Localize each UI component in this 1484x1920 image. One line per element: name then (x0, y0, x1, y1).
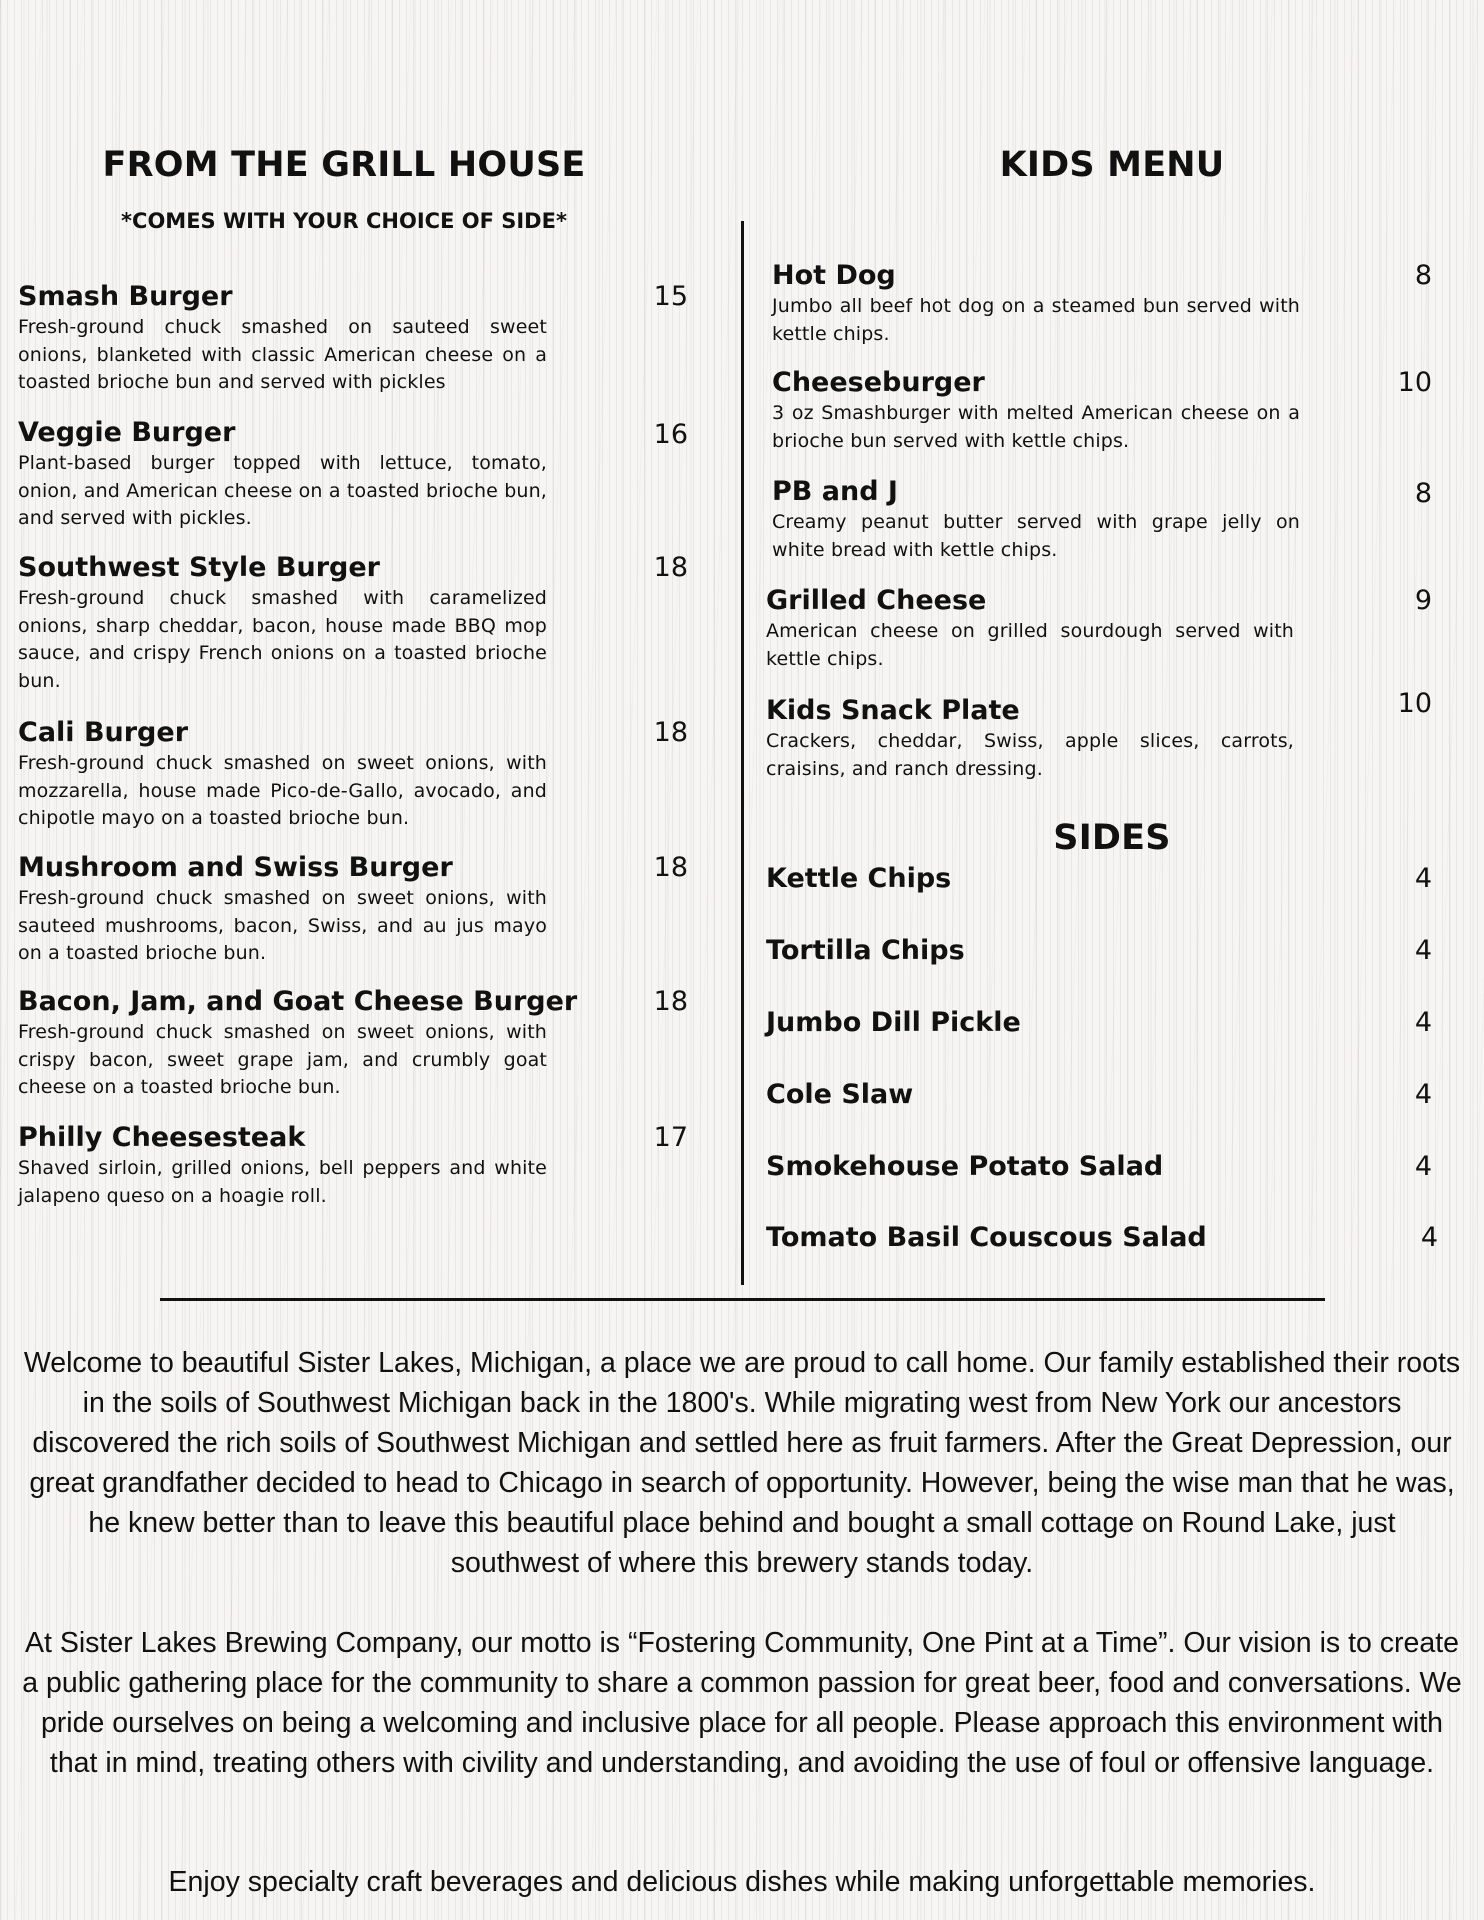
side-item-name: Cole Slaw (766, 1079, 914, 1110)
item-name: Hot Dog (772, 260, 896, 291)
item-description: American cheese on grilled sourdough served with kettle chips. (766, 620, 1294, 670)
item-name: Bacon, Jam, and Goat Cheese Burger (18, 986, 578, 1017)
item-name: Veggie Burger (18, 417, 236, 448)
item-name: PB and J (772, 476, 898, 507)
item-description: Shaved sirloin, grilled onions, bell peppers and white jalapeno queso on a hoagie roll. (18, 1157, 547, 1207)
side-item-name: Smokehouse Potato Salad (766, 1151, 1164, 1182)
item-description: Jumbo all beef hot dog on a steamed bun served with kettle chips. (772, 295, 1300, 345)
item-name: Cheeseburger (772, 367, 985, 398)
about-paragraph-history: Welcome to beautiful Sister Lakes, Michigan, a place we are proud to call home. Our family established their roots in the soils of Southwest Michigan back in the 1800's. While migrating west from New York our ancestors discovered the rich soils of Southwest Michigan and settled here as fruit farmers. After the Great Depression, our great grandfather decided to head to Chicago in search of opportunity. However, being the wise man that he was, he knew better than to leave this beautiful place behind and bought a small cottage on Round Lake, just southwest of where this brewery stands today. (23, 1347, 1461, 1579)
side-item-name: Kettle Chips (766, 863, 952, 894)
item-price: 8 (1414, 260, 1432, 291)
side-item-price: 4 (1420, 1222, 1438, 1253)
item-price: 17 (653, 1122, 688, 1153)
menu-item-cali-burger (18, 716, 547, 833)
column-divider (741, 221, 744, 1285)
item-description: Crackers, cheddar, Swiss, apple slices, carrots, craisins, and ranch dressing. (766, 730, 1294, 780)
about-paragraph-closing: Enjoy specialty craft beverages and delicious dishes while making unforgettable memories. (168, 1866, 1316, 1898)
side-item-price: 4 (1414, 863, 1432, 894)
item-price: 10 (1397, 688, 1432, 719)
item-price: 18 (653, 552, 688, 583)
item-price: 10 (1397, 367, 1432, 398)
side-item-name: Jumbo Dill Pickle (766, 1007, 1021, 1038)
item-description: Fresh-ground chuck smashed on sauteed sweet onions, blanketed with classic American cheese on a toasted brioche bun and served with pickles (18, 316, 547, 393)
item-name: Mushroom and Swiss Burger (18, 852, 453, 883)
menu-item-mushroom-swiss-burger (18, 851, 547, 968)
kids-item-snack-plate (766, 694, 1294, 783)
side-item-price: 4 (1414, 935, 1432, 966)
item-description: Creamy peanut butter served with grape jelly on white bread with kettle chips. (772, 511, 1300, 561)
grill-section-subtitle: *COMES WITH YOUR CHOICE OF SIDE* (121, 209, 567, 233)
side-item-name: Tortilla Chips (766, 935, 965, 966)
about-paragraph-mission: At Sister Lakes Brewing Company, our motto is “Fostering Community, One Pint at a Time”. Our vision is to create a public gathering place for the community to share a common passion for great beer, food and conversations. We pride ourselves on being a welcoming and inclusive place for all people. Please approach this environment with that in mind, treating others with civility and understanding, and avoiding the use of foul or offensive language. (22, 1627, 1462, 1779)
item-description: Fresh-ground chuck smashed on sweet onions, with sauteed mushrooms, bacon, Swiss, and au jus mayo on a toasted brioche bun. (18, 887, 547, 964)
item-price: 18 (653, 852, 688, 883)
item-description: Plant-based burger topped with lettuce, tomato, onion, and American cheese on a toasted brioche bun, and served with pickles. (18, 452, 547, 529)
menu-item-smash-burger (18, 280, 547, 397)
item-price: 18 (653, 717, 688, 748)
item-description: 3 oz Smashburger with melted American cheese on a brioche bun served with kettle chips. (772, 402, 1300, 452)
item-description: Fresh-ground chuck smashed on sweet onions, with crispy bacon, sweet grape jam, and crumbly goat cheese on a toasted brioche bun. (18, 1021, 547, 1098)
kids-section-title: KIDS MENU (999, 145, 1225, 185)
item-name: Philly Cheesesteak (18, 1122, 306, 1153)
item-name: Smash Burger (18, 281, 233, 312)
kids-item-grilled-cheese (766, 584, 1294, 673)
side-item-price: 4 (1414, 1007, 1432, 1038)
menu-item-veggie-burger (18, 416, 547, 533)
item-name: Cali Burger (18, 717, 189, 748)
item-name: Kids Snack Plate (766, 695, 1020, 726)
item-description: Fresh-ground chuck smashed on sweet onions, with mozzarella, house made Pico-de-Gallo, avocado, and chipotle mayo on a toasted brioche bun. (18, 752, 547, 829)
item-description: Fresh-ground chuck smashed with caramelized onions, sharp cheddar, bacon, house made BBQ mop sauce, and crispy French onions on a toasted brioche bun. (18, 587, 547, 692)
sides-section-title: SIDES (1053, 818, 1171, 858)
menu-item-southwest-style-burger (18, 551, 547, 695)
menu-item-philly-cheesesteak (18, 1121, 547, 1210)
side-item-price: 4 (1414, 1151, 1432, 1182)
item-name: Grilled Cheese (766, 585, 987, 616)
item-price: 8 (1414, 478, 1432, 509)
item-price: 15 (653, 281, 688, 312)
item-price: 18 (653, 986, 688, 1017)
side-item-price: 4 (1414, 1079, 1432, 1110)
grill-section-title: FROM THE GRILL HOUSE (102, 145, 586, 185)
kids-item-hot-dog (772, 259, 1300, 348)
menu-item-bacon-jam-goat-cheese-burger (18, 985, 578, 1102)
item-price: 16 (653, 419, 688, 450)
kids-item-cheeseburger (772, 366, 1300, 455)
section-divider (160, 1298, 1325, 1301)
item-price: 9 (1414, 585, 1432, 616)
kids-item-pb-and-j (772, 475, 1300, 564)
side-item-name: Tomato Basil Couscous Salad (766, 1222, 1207, 1253)
item-name: Southwest Style Burger (18, 552, 380, 583)
